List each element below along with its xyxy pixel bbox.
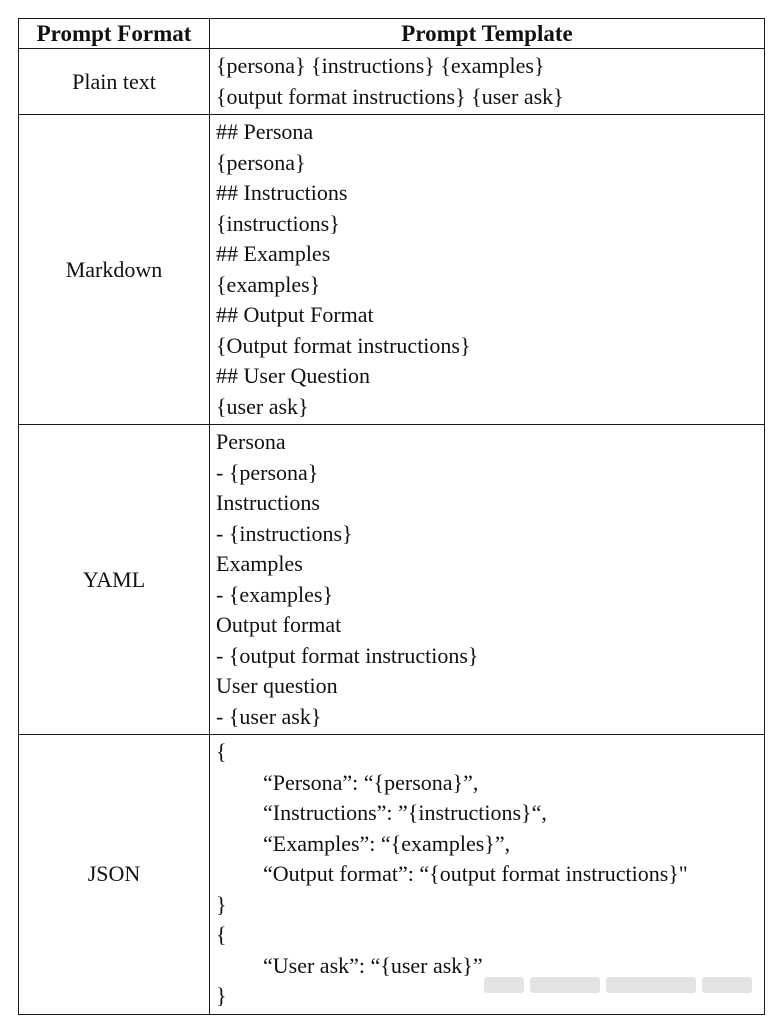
template-line: }: [216, 983, 227, 1008]
watermark: [484, 974, 764, 996]
template-line: {instructions}: [216, 210, 340, 236]
template-line: ## User Question: [216, 363, 370, 388]
table-header-row: [19, 19, 765, 49]
template-line: - {user ask}: [216, 703, 322, 729]
template-line: {persona} {instructions} {examples}: [216, 53, 545, 78]
prompt-format-table: [18, 18, 765, 1015]
format-cell: JSON: [19, 735, 210, 1015]
template-line: - {output format instructions}: [216, 642, 479, 668]
template-line: }: [216, 891, 227, 917]
template-cell: [210, 425, 765, 735]
template-line: {: [216, 922, 227, 947]
template-line: - {examples}: [216, 581, 334, 607]
template-line: - {persona}: [216, 459, 319, 485]
table-body: [19, 49, 765, 1015]
header-prompt-format: Prompt Format: [19, 19, 210, 49]
template-line: {: [216, 739, 227, 764]
watermark-block: [530, 977, 600, 993]
table-row: [19, 425, 765, 735]
template-line: {Output format instructions}: [216, 332, 471, 358]
template-line: ## Examples: [216, 241, 331, 266]
template-line: {examples}: [216, 271, 321, 297]
template-line: {output format instructions} {user ask}: [216, 83, 564, 109]
template-line: - {instructions}: [216, 520, 353, 546]
table-row: [19, 115, 765, 425]
template-cell: [210, 735, 765, 1015]
template-line: User question: [216, 673, 338, 698]
prompt-format-table-container: [18, 18, 764, 1015]
table-row: [19, 735, 765, 1015]
format-cell: Markdown: [19, 115, 210, 425]
watermark-block: [606, 977, 696, 993]
template-line: ## Persona: [216, 119, 314, 144]
template-line: “Instructions”: ”{instructions}“,: [263, 800, 547, 825]
template-line: {persona}: [216, 149, 306, 175]
template-line: “Examples”: “{examples}”,: [263, 830, 511, 856]
watermark-block: [702, 977, 752, 993]
template-line: Instructions: [216, 490, 320, 515]
template-line: “User ask”: “{user ask}”: [263, 952, 483, 978]
format-cell: Plain text: [19, 49, 210, 115]
header-prompt-template: Prompt Template: [210, 19, 765, 49]
template-line: Output format: [216, 612, 342, 637]
template-line: “Output format”: “{output format instructions}": [263, 861, 688, 886]
template-line: “Persona”: “{persona}”,: [263, 769, 479, 795]
table-row: [19, 49, 765, 115]
template-line: Examples: [216, 551, 303, 576]
template-cell: [210, 115, 765, 425]
format-cell: YAML: [19, 425, 210, 735]
template-cell: [210, 49, 765, 115]
template-line: ## Output Format: [216, 302, 374, 327]
template-line: ## Instructions: [216, 180, 348, 205]
watermark-block: [484, 977, 524, 993]
template-line: Persona: [216, 429, 286, 454]
template-line: {user ask}: [216, 393, 309, 419]
